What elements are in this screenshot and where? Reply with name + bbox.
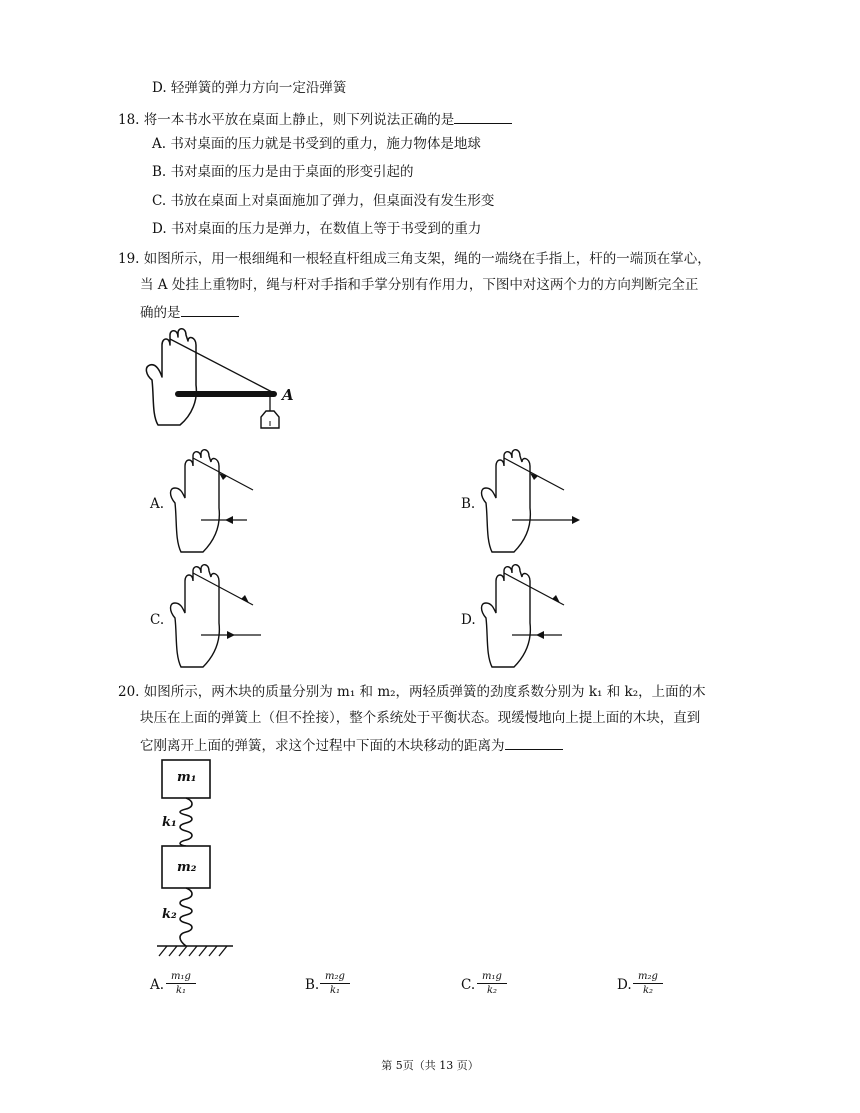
page-footer: 第 5页（共 13 页） xyxy=(381,1059,479,1072)
fraction-denominator: k₂ xyxy=(642,985,654,996)
fraction-numerator: m₁g xyxy=(166,971,196,984)
q18-stem xyxy=(118,109,512,129)
q20-stem-line2: 块压在上面的弹簧上（但不拴接），整个系统处于平衡状态。现缓慢地向上提上面的木块，直到 xyxy=(140,710,701,726)
block-m1-label: m₁ xyxy=(177,770,197,785)
q20-option-d-fraction xyxy=(633,971,663,996)
q20-stem-line3 xyxy=(140,735,563,755)
fraction-numerator: m₂g xyxy=(320,971,350,984)
answer-blank xyxy=(454,109,512,124)
answer-blank xyxy=(181,302,239,317)
point-a-label: A xyxy=(282,386,294,404)
q18-option-d: D. 书对桌面的压力是弹力，在数值上等于书受到的重力 xyxy=(152,221,482,237)
q19-option-c-figure xyxy=(165,563,265,673)
q20-option-b-fraction xyxy=(320,971,350,996)
fraction-numerator: m₁g xyxy=(477,971,507,984)
spring-k2-label: k₂ xyxy=(162,907,177,922)
q19-stem-line3 xyxy=(140,302,239,322)
spring-k1-label: k₁ xyxy=(162,815,177,830)
fraction-denominator: k₂ xyxy=(486,985,498,996)
q20-option-d-label: D. xyxy=(617,977,632,993)
q18-option-c: C. 书放在桌面上对桌面施加了弹力，但桌面没有发生形变 xyxy=(152,193,495,209)
q20-option-c-label: C. xyxy=(461,977,476,993)
q19-stem-line3-text: 确的是 xyxy=(140,305,181,321)
fraction-denominator: k₁ xyxy=(175,985,187,996)
q20-option-a-fraction xyxy=(166,971,196,996)
q20-stem-line3-text: 它刚离开上面的弹簧，求这个过程中下面的木块移动的距离为 xyxy=(140,738,505,754)
fraction-numerator: m₂g xyxy=(633,971,663,984)
spring-k2 xyxy=(180,888,192,946)
q19-option-a-label: A. xyxy=(150,496,165,512)
q20-stem-line1: 20. 如图所示，两木块的质量分别为 m₁ 和 m₂，两轻质弹簧的劲度系数分别为 k₁ 和 k₂，上面的木 xyxy=(118,684,706,700)
q20-option-b-label: B. xyxy=(305,977,320,993)
q20-option-c-fraction xyxy=(477,971,507,996)
q19-option-d-label: D. xyxy=(461,612,476,628)
q19-option-a-figure xyxy=(165,448,265,558)
q20-option-a-label: A. xyxy=(150,977,165,993)
q18-option-a: A. 书对桌面的压力就是书受到的重力，施力物体是地球 xyxy=(152,136,481,152)
q19-option-b-figure xyxy=(476,448,586,558)
q18-stem-text: 18. 将一本书水平放在桌面上静止，则下列说法正确的是 xyxy=(118,112,455,128)
q19-option-d-figure xyxy=(476,563,576,673)
spring-k1 xyxy=(180,798,192,846)
q19-main-figure xyxy=(140,325,300,445)
block-m2-label: m₂ xyxy=(177,860,197,875)
q18-option-b: B. 书对桌面的压力是由于桌面的形变引起的 xyxy=(152,164,414,180)
q17-option-d: D. 轻弹簧的弹力方向一定沿弹簧 xyxy=(152,80,347,96)
fraction-denominator: k₁ xyxy=(329,985,341,996)
q19-stem-line1: 19. 如图所示，用一根细绳和一根轻直杆组成三角支架，绳的一端绕在手指上，杆的一端顶在掌心， xyxy=(118,251,711,267)
answer-blank xyxy=(505,735,563,750)
q19-option-c-label: C. xyxy=(150,612,165,628)
q19-option-b-label: B. xyxy=(461,496,476,512)
q19-stem-line2: 当 A 处挂上重物时，绳与杆对手指和手掌分别有作用力，下图中对这两个力的方向判断完全正 xyxy=(140,277,699,293)
